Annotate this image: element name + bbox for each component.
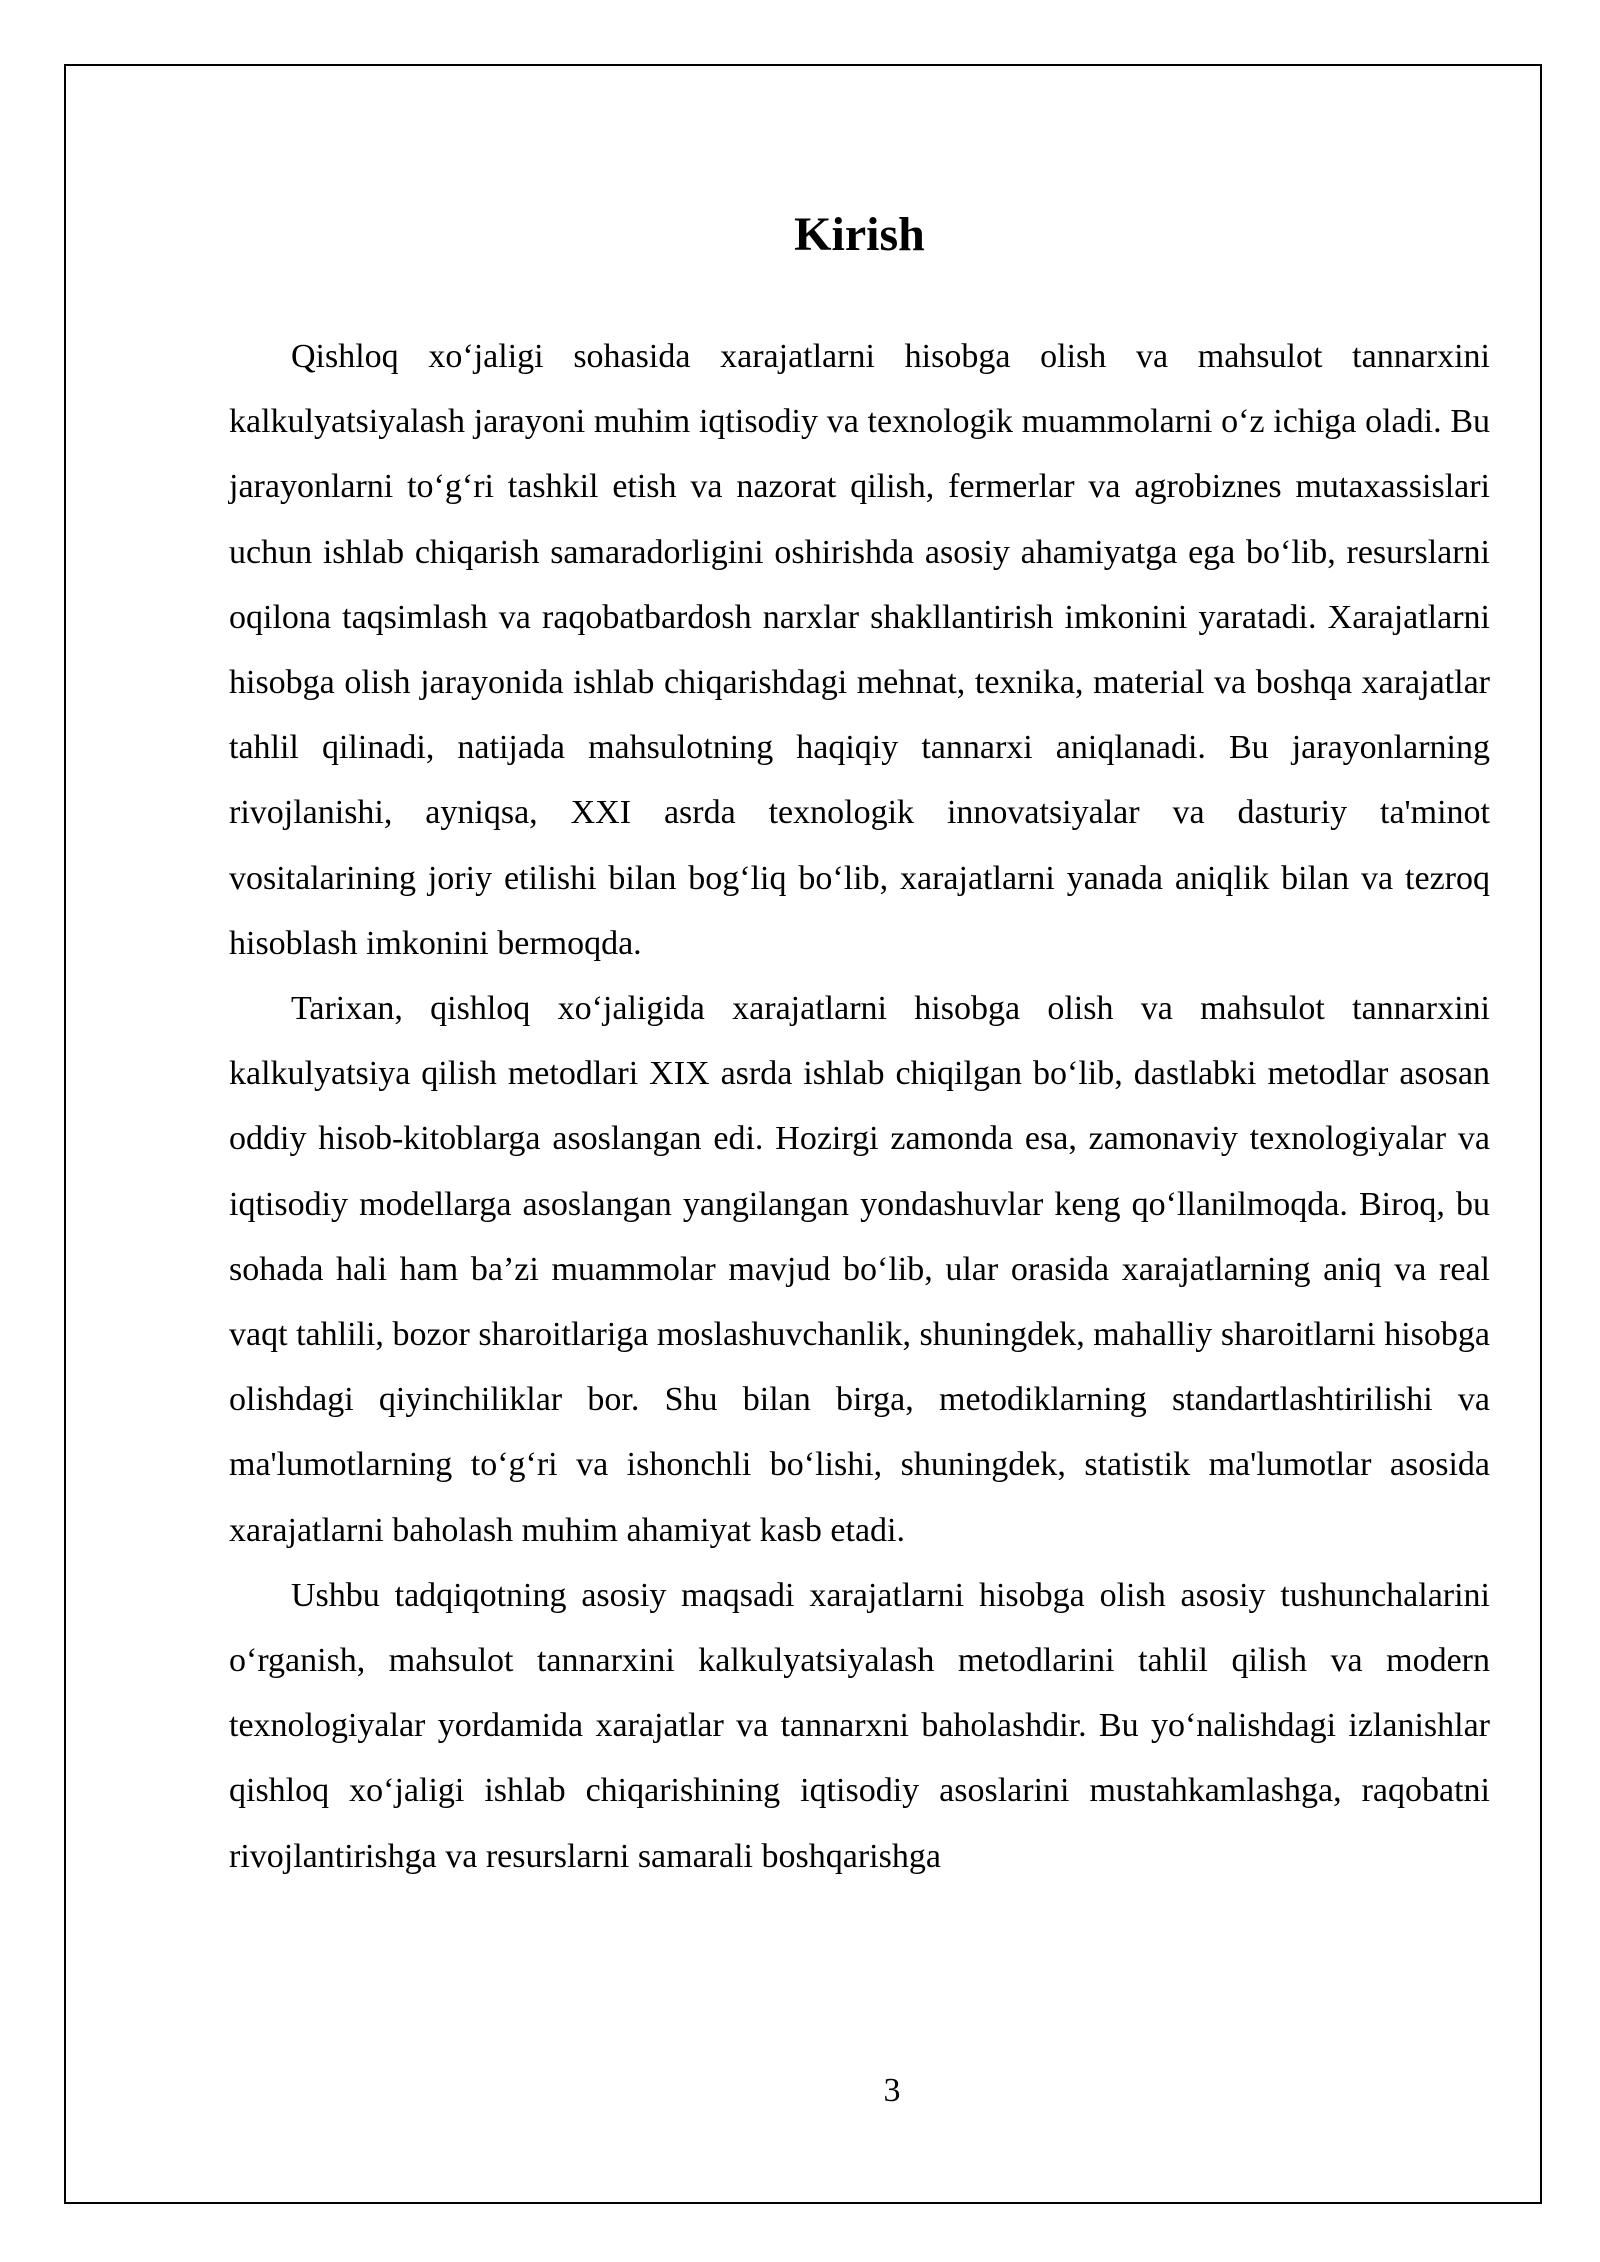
page-content	[229, 190, 1490, 1889]
paragraph-1: Qishloq xo‘jaligi sohasida xarajatlarni hisobga olish va mahsulot tannarxini kalkulyatsiyalash jarayoni muhim iqtisodiy va texnologik muammolarni o‘z ichiga oladi. Bu jarayonlarni to‘g‘ri tashkil etish va nazorat qilish, fermerlar va agrobiznes mutaxassislari uchun ishlab chiqarish samaradorligini oshirishda asosiy ahamiyatga ega bo‘lib, resurslarni oqilona taqsimlash va raqobatbardosh narxlar shakllantirish imkonini yaratadi. Xarajatlarni hisobga olish jarayonida ishlab chiqarishdagi mehnat, texnika, material va boshqa xarajatlar tahlil qilinadi, natijada mahsulotning haqiqiy tannarxi aniqlanadi. Bu jarayonlarning rivojlanishi, ayniqsa, XXI asrda texnologik innovatsiyalar va dasturiy ta'minot vositalarining joriy etilishi bilan bog‘liq bo‘lib, xarajatlarni yanada aniqlik bilan va tezroq hisoblash imkonini bermoqda.	[229, 338, 1490, 962]
page-number: 3	[883, 2072, 901, 2109]
page-title: Kirish	[794, 208, 925, 261]
paragraph-3: Ushbu tadqiqotning asosiy maqsadi xarajatlarni hisobga olish asosiy tushunchalarini o‘rganish, mahsulot tannarxini kalkulyatsiyalash metodlarini tahlil qilish va modern texnologiyalar yordamida xarajatlar va tannarxni baholashdir. Bu yo‘nalishdagi izlanishlar qishloq xo‘jaligi ishlab chiqarishining iqtisodiy asoslarini mustahkamlashga, raqobatni rivojlantirishga va resurslarni samarali boshqarishga	[229, 1576, 1490, 1875]
paragraph-2: Tarixan, qishloq xo‘jaligida xarajatlarni hisobga olish va mahsulot tannarxini kalkulyatsiya qilish metodlari XIX asrda ishlab chiqilgan bo‘lib, dastlabki metodlar asosan oddiy hisob-kitoblarga asoslangan edi. Hozirgi zamonda esa, zamonaviy texnologiyalar va iqtisodiy modellarga asoslangan yangilangan yondashuvlar keng qo‘llanilmoqda. Biroq, bu sohada hali ham ba’zi muammolar mavjud bo‘lib, ular orasida xarajatlarning aniq va real vaqt tahlili, bozor sharoitlariga moslashuvchanlik, shuningdek, mahalliy sharoitlarni hisobga olishdagi qiyinchiliklar bor. Shu bilan birga, metodiklarning standartlashtirilishi va ma'lumotlarning to‘g‘ri va ishonchli bo‘lishi, shuningdek, statistik ma'lumotlar asosida xarajatlarni baholash muhim ahamiyat kasb etadi.	[229, 990, 1490, 1549]
